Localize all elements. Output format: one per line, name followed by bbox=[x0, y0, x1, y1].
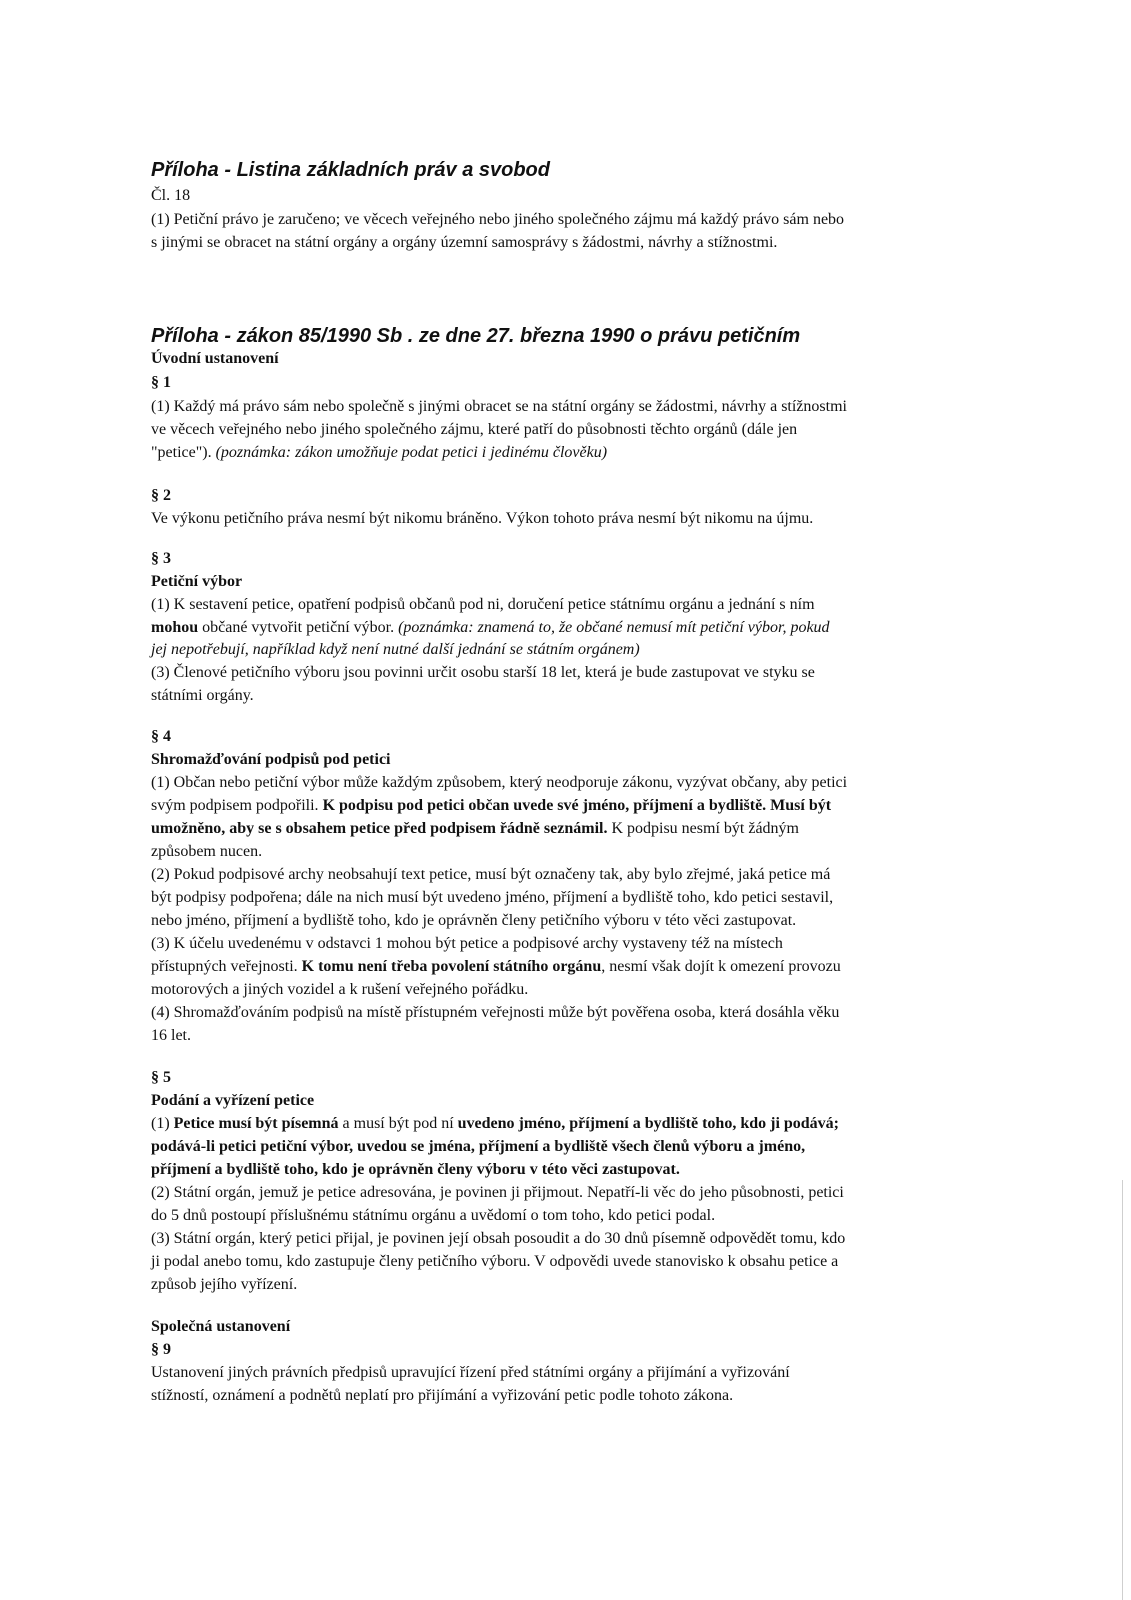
paragraph-5-text-6: (3) Státní orgán, který petici přijal, je povinen její obsah posoudit a do 30 dnů písemně odpovědět tomu, kdo bbox=[151, 1230, 846, 1247]
paragraph-4-omezeni: , nesmí však dojít k omezení provozu bbox=[601, 958, 841, 975]
paragraph-4-title: Shromažďování podpisů pod petici bbox=[151, 751, 391, 768]
paragraph-3-vytvorit: občané vytvořit petiční výbor. bbox=[198, 619, 399, 636]
paragraph-4-text-10: motorových a jiných vozidel a k rušení veřejného pořádku. bbox=[151, 981, 529, 998]
paragraph-2-label: § 2 bbox=[151, 487, 171, 504]
paragraph-4-podporili: svým podpisem podpořili. bbox=[151, 797, 323, 814]
paragraph-3-text-1: (1) K sestavení petice, opatření podpisů občanů pod ni, doručení petice státnímu orgánu a jednání s ním bbox=[151, 596, 815, 613]
paragraph-4-text-5: (2) Pokud podpisové archy neobsahují text petice, musí být označeny tak, aby bylo zřejmé, jaká petice má bbox=[151, 866, 831, 883]
paragraph-5-text-4: (2) Státní orgán, jemuž je petice adresována, je povinen ji přijmout. Nepatří-li věc do jeho působnosti, petici bbox=[151, 1184, 844, 1201]
paragraph-3-title: Petiční výbor bbox=[151, 573, 243, 590]
paragraph-3-label: § 3 bbox=[151, 550, 171, 567]
paragraph-5-num: (1) bbox=[151, 1115, 174, 1132]
paragraph-4-text-11: (4) Shromažďováním podpisů na místě přístupném veřejnosti může být pověřena osoba, která dosáhla věku bbox=[151, 1004, 840, 1021]
paragraph-1-note: (poznámka: zákon umožňuje podat petici i jedinému člověku) bbox=[215, 444, 608, 461]
paragraph-9-text-1: Ustanovení jiných právních předpisů upravující řízení před státními orgány a přijímání a vyřizování bbox=[151, 1364, 790, 1381]
paragraph-5-text-8: způsob jejího vyřízení. bbox=[151, 1276, 298, 1293]
paragraph-5-text-2: podává-li petici petiční výbor, uvedou se jména, příjmení a bydliště všech členů výboru a jméno, bbox=[151, 1138, 806, 1155]
paragraph-9-text-2: stížností, oznámení a podnětů neplatí pro přijímání a vyřizování petic podle tohoto zákona. bbox=[151, 1387, 734, 1404]
paragraph-2-text: Ve výkonu petičního práva nesmí být nikomu bráněno. Výkon tohoto práva nesmí být nikomu na újmu. bbox=[151, 510, 814, 527]
paragraph-4-text-12: 16 let. bbox=[151, 1027, 191, 1044]
paragraph-3-note-1: (poznámka: znamená to, že občané nemusí mít petiční výbor, pokud bbox=[398, 619, 830, 636]
heading-zakon: Příloha - zákon 85/1990 Sb . ze dne 27. března 1990 o právu petičním bbox=[151, 325, 801, 347]
paragraph-4-pristupnych: přístupných veřejnosti. bbox=[151, 958, 302, 975]
paragraph-1-petice: "petice"). bbox=[151, 444, 212, 461]
paragraph-3-note-2: jej nepotřebují, například když není nutné další jednání se státním orgánem) bbox=[151, 641, 640, 658]
paragraph-4-nucen-1: K podpisu nesmí být žádným bbox=[607, 820, 799, 837]
paragraph-4-text-7: nebo jméno, příjmení a bydliště toho, kdo je oprávněn členy petičního výboru v této věci zastupovat. bbox=[151, 912, 797, 929]
article-18-text-2: s jinými se obracet na státní orgány a orgány územní samosprávy s žádostmi, návrhy a stížnostmi. bbox=[151, 234, 778, 251]
paragraph-5-a: a musí být pod ní bbox=[338, 1115, 458, 1132]
paragraph-4-text-1: (1) Občan nebo petiční výbor může každým způsobem, který neodporuje zákonu, vyzývat občany, aby petici bbox=[151, 774, 848, 791]
paragraph-9-label: § 9 bbox=[151, 1341, 171, 1358]
paragraph-5-title: Podání a vyřízení petice bbox=[151, 1092, 315, 1109]
paragraph-5-bold-1: Petice musí být písemná bbox=[173, 1115, 339, 1132]
paragraph-4-bold-2: umožněno, aby se s obsahem petice před podpisem řádně seznámil. bbox=[151, 820, 608, 837]
paragraph-5-text-7: ji podal anebo tomu, kdo zastupuje členy petičního výboru. V odpovědi uvede stanovisko k obsahu petice a bbox=[151, 1253, 839, 1270]
heading-listina: Příloha - Listina základních práv a svobod bbox=[151, 159, 550, 181]
paragraph-3-text-2 bbox=[151, 618, 830, 638]
paragraph-4-text-2 bbox=[151, 796, 831, 816]
paragraph-5-bold-2: uvedeno jméno, příjmení a bydliště toho, kdo ji podává; bbox=[457, 1115, 840, 1132]
paragraph-1-text-2: ve věcech veřejného nebo jiného společného zájmu, které patří do působnosti těchto orgánů (dále jen bbox=[151, 421, 798, 438]
paragraph-3-text-4: státními orgány. bbox=[151, 687, 254, 704]
section-heading-uvodni: Úvodní ustanovení bbox=[151, 350, 279, 367]
paragraph-4-text-3 bbox=[151, 819, 799, 839]
paragraph-5-text-5: do 5 dnů postoupí příslušnému státnímu orgánu a uvědomí o tom toho, kdo petici podal. bbox=[151, 1207, 716, 1224]
section-heading-spolecna: Společná ustanovení bbox=[151, 1318, 291, 1335]
paragraph-1-label: § 1 bbox=[151, 374, 171, 391]
paragraph-5-text-1 bbox=[151, 1114, 839, 1134]
paragraph-3-text-3: (3) Členové petičního výboru jsou povinni určit osobu starší 18 let, která je bude zastupovat ve styku se bbox=[151, 664, 815, 681]
paragraph-4-bold-3: K tomu není třeba povolení státního orgánu bbox=[301, 958, 602, 975]
paragraph-3-mohou: mohou bbox=[151, 619, 199, 636]
paragraph-1-text-1: (1) Každý má právo sám nebo společně s jinými obracet se na státní orgány se žádostmi, návrhy a stížnostmi bbox=[151, 398, 847, 415]
paragraph-4-bold-1: K podpisu pod petici občan uvede své jméno, příjmení a bydliště. Musí být bbox=[322, 797, 832, 814]
paragraph-1-text-3 bbox=[151, 443, 607, 463]
paragraph-5-text-3: příjmení a bydliště toho, kdo je oprávněn členy výboru v této věci zastupovat. bbox=[151, 1161, 680, 1178]
article-18-label: Čl. 18 bbox=[151, 187, 191, 204]
paragraph-5-label: § 5 bbox=[151, 1069, 171, 1086]
paragraph-4-text-8: (3) K účelu uvedenému v odstavci 1 mohou být petice a podpisové archy vystaveny též na místech bbox=[151, 935, 783, 952]
article-18-text-1: (1) Petiční právo je zaručeno; ve věcech veřejného nebo jiného společného zájmu má každý právo sám nebo bbox=[151, 211, 845, 228]
paragraph-4-text-6: být podpisy podpořena; dále na nich musí být uvedeno jméno, příjmení a bydliště toho, kdo petici sestavil, bbox=[151, 889, 834, 906]
scan-edge-line bbox=[1122, 1180, 1123, 1600]
paragraph-4-label: § 4 bbox=[151, 728, 171, 745]
paragraph-4-text-4: způsobem nucen. bbox=[151, 843, 263, 860]
paragraph-4-text-9 bbox=[151, 957, 841, 977]
